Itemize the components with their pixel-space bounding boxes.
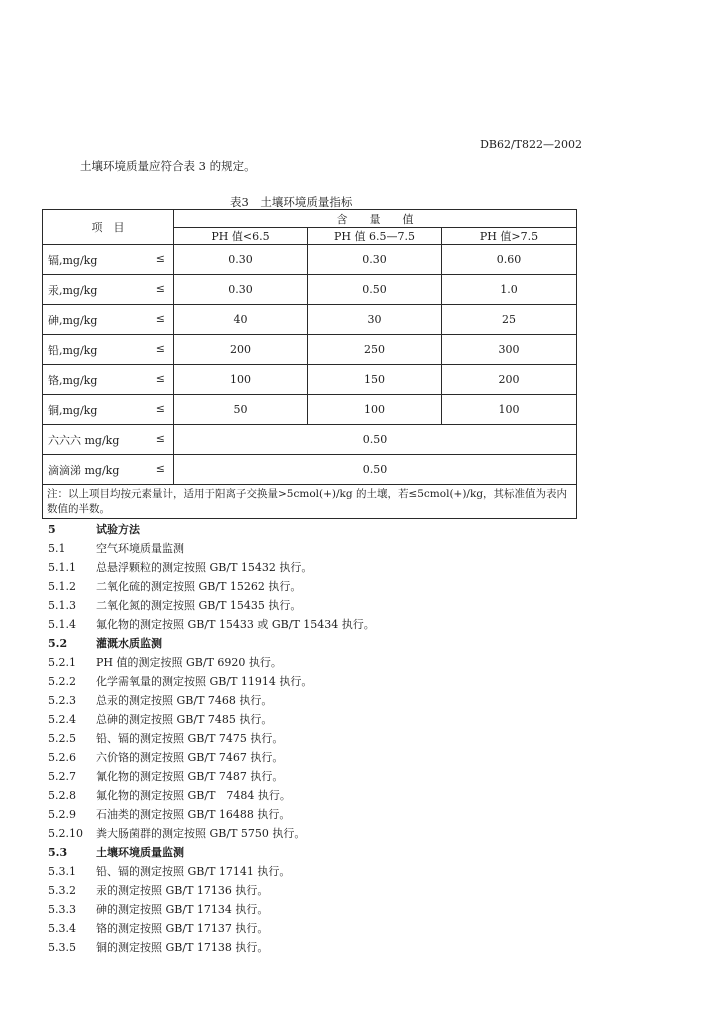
section-number: 5 <box>48 523 56 536</box>
row-label: 镉,mg/kg ≤ <box>43 245 174 275</box>
table-cell: 250 <box>308 335 442 365</box>
section-text: 六价铬的测定按照 GB/T 7467 执行。 <box>96 751 284 764</box>
document-code: DB62/T822—2002 <box>480 138 582 151</box>
table-caption: 表3 土壤环境质量指标 <box>230 195 353 209</box>
table-row <box>43 275 577 305</box>
section-text: 空气环境质量监测 <box>96 542 184 555</box>
table-header-row <box>43 210 577 228</box>
section-number: 5.3.1 <box>48 865 76 878</box>
section-text: 铅、镉的测定按照 GB/T 17141 执行。 <box>96 865 291 878</box>
section-number: 5.2 <box>48 637 68 650</box>
section-line <box>48 919 375 938</box>
section-text: 氟化物的测定按照 GB/T 15433 或 GB/T 15434 执行。 <box>96 618 375 631</box>
section-line <box>48 615 375 634</box>
row-label: 铜,mg/kg ≤ <box>43 395 174 425</box>
soil-quality-table <box>42 209 577 519</box>
row-label: 汞,mg/kg ≤ <box>43 275 174 305</box>
section-text: 铜的测定按照 GB/T 17138 执行。 <box>96 941 269 954</box>
section-text: 铅、镉的测定按照 GB/T 7475 执行。 <box>96 732 284 745</box>
section-number: 5.3 <box>48 846 68 859</box>
section-number: 5.2.10 <box>48 827 83 840</box>
header-item: 项 目 <box>43 210 174 245</box>
section-text: 二氧化氮的测定按照 GB/T 15435 执行。 <box>96 599 302 612</box>
table-cell: 150 <box>308 365 442 395</box>
row-label: 铅,mg/kg ≤ <box>43 335 174 365</box>
section-line <box>48 900 375 919</box>
section-line <box>48 520 375 539</box>
subheader-ph-mid: PH 值 6.5—7.5 <box>308 228 442 245</box>
section-line <box>48 691 375 710</box>
section-line <box>48 596 375 615</box>
section-number: 5.2.2 <box>48 675 76 688</box>
table-row <box>43 455 577 485</box>
section-text: 汞的测定按照 GB/T 17136 执行。 <box>96 884 269 897</box>
section-number: 5.1 <box>48 542 66 555</box>
section-line <box>48 938 375 957</box>
section-text: 灌溉水质监测 <box>96 637 162 650</box>
section-line <box>48 786 375 805</box>
table-row <box>43 365 577 395</box>
section-line <box>48 539 375 558</box>
section-line <box>48 558 375 577</box>
section-line <box>48 710 375 729</box>
section-line <box>48 748 375 767</box>
section-number: 5.2.3 <box>48 694 76 707</box>
section-number: 5.2.9 <box>48 808 76 821</box>
table-row <box>43 245 577 275</box>
table-cell: 0.30 <box>308 245 442 275</box>
table-cell: 0.50 <box>308 275 442 305</box>
table-row <box>43 395 577 425</box>
table-cell: 100 <box>174 365 308 395</box>
section-number: 5.1.2 <box>48 580 76 593</box>
section-line <box>48 824 375 843</box>
table-cell: 100 <box>308 395 442 425</box>
section-text: 砷的测定按照 GB/T 17134 执行。 <box>96 903 269 916</box>
section-line <box>48 672 375 691</box>
section-number: 5.3.4 <box>48 922 76 935</box>
table-cell: 1.0 <box>442 275 577 305</box>
row-label: 铬,mg/kg ≤ <box>43 365 174 395</box>
merged-cell: 0.50 <box>174 425 577 455</box>
section-text: 总悬浮颗粒的测定按照 GB/T 15432 执行。 <box>96 561 313 574</box>
section-number: 5.2.8 <box>48 789 76 802</box>
table-cell: 50 <box>174 395 308 425</box>
section-line <box>48 843 375 862</box>
section-text: 总砷的测定按照 GB/T 7485 执行。 <box>96 713 273 726</box>
section-text: 试验方法 <box>96 523 140 536</box>
header-value: 含 量 值 <box>174 210 577 228</box>
table-row <box>43 305 577 335</box>
section-number: 5.2.6 <box>48 751 76 764</box>
section-text: 氰化物的测定按照 GB/T 7487 执行。 <box>96 770 284 783</box>
section-text: 石油类的测定按照 GB/T 16488 执行。 <box>96 808 291 821</box>
section-text: 化学需氧量的测定按照 GB/T 11914 执行。 <box>96 675 313 688</box>
table-note-row <box>43 485 577 519</box>
section-number: 5.1.3 <box>48 599 76 612</box>
section-number: 5.2.1 <box>48 656 76 669</box>
section-number: 5.2.4 <box>48 713 76 726</box>
table-cell: 0.30 <box>174 275 308 305</box>
section-list <box>48 520 375 957</box>
table-cell: 200 <box>174 335 308 365</box>
section-number: 5.2.5 <box>48 732 76 745</box>
section-line <box>48 862 375 881</box>
table-cell: 0.60 <box>442 245 577 275</box>
row-label: 砷,mg/kg ≤ <box>43 305 174 335</box>
section-line <box>48 767 375 786</box>
section-line <box>48 634 375 653</box>
section-line <box>48 805 375 824</box>
section-text: 二氧化硫的测定按照 GB/T 15262 执行。 <box>96 580 302 593</box>
section-line <box>48 653 375 672</box>
section-line <box>48 577 375 596</box>
section-number: 5.1.4 <box>48 618 76 631</box>
section-text: 铬的测定按照 GB/T 17137 执行。 <box>96 922 269 935</box>
table-cell: 30 <box>308 305 442 335</box>
table-cell: 100 <box>442 395 577 425</box>
table-note: 注：以上项目均按元素量计，适用于阳离子交换量>5cmol(+)/kg 的土壤，若≤5cmol(+)/kg，其标准值为表内数值的半数。 <box>43 485 577 519</box>
row-label: 六六六 mg/kg ≤ <box>43 425 174 455</box>
table-row <box>43 425 577 455</box>
table-cell: 300 <box>442 335 577 365</box>
section-number: 5.3.2 <box>48 884 76 897</box>
table-cell: 200 <box>442 365 577 395</box>
merged-cell: 0.50 <box>174 455 577 485</box>
table-cell: 40 <box>174 305 308 335</box>
section-text: 粪大肠菌群的测定按照 GB/T 5750 执行。 <box>96 827 306 840</box>
table-cell: 0.30 <box>174 245 308 275</box>
section-number: 5.1.1 <box>48 561 76 574</box>
table-row <box>43 335 577 365</box>
table-cell: 25 <box>442 305 577 335</box>
section-text: 土壤环境质量监测 <box>96 846 184 859</box>
subheader-ph-low: PH 值<6.5 <box>174 228 308 245</box>
section-number: 5.2.7 <box>48 770 76 783</box>
subheader-ph-high: PH 值>7.5 <box>442 228 577 245</box>
intro-paragraph: 土壤环境质量应符合表 3 的规定。 <box>80 159 256 173</box>
section-text: PH 值的测定按照 GB/T 6920 执行。 <box>96 656 282 669</box>
section-number: 5.3.5 <box>48 941 76 954</box>
section-number: 5.3.3 <box>48 903 76 916</box>
section-line <box>48 729 375 748</box>
section-line <box>48 881 375 900</box>
section-text: 氟化物的测定按照 GB/T 7484 执行。 <box>96 789 291 802</box>
section-text: 总汞的测定按照 GB/T 7468 执行。 <box>96 694 273 707</box>
row-label: 滴滴涕 mg/kg ≤ <box>43 455 174 485</box>
